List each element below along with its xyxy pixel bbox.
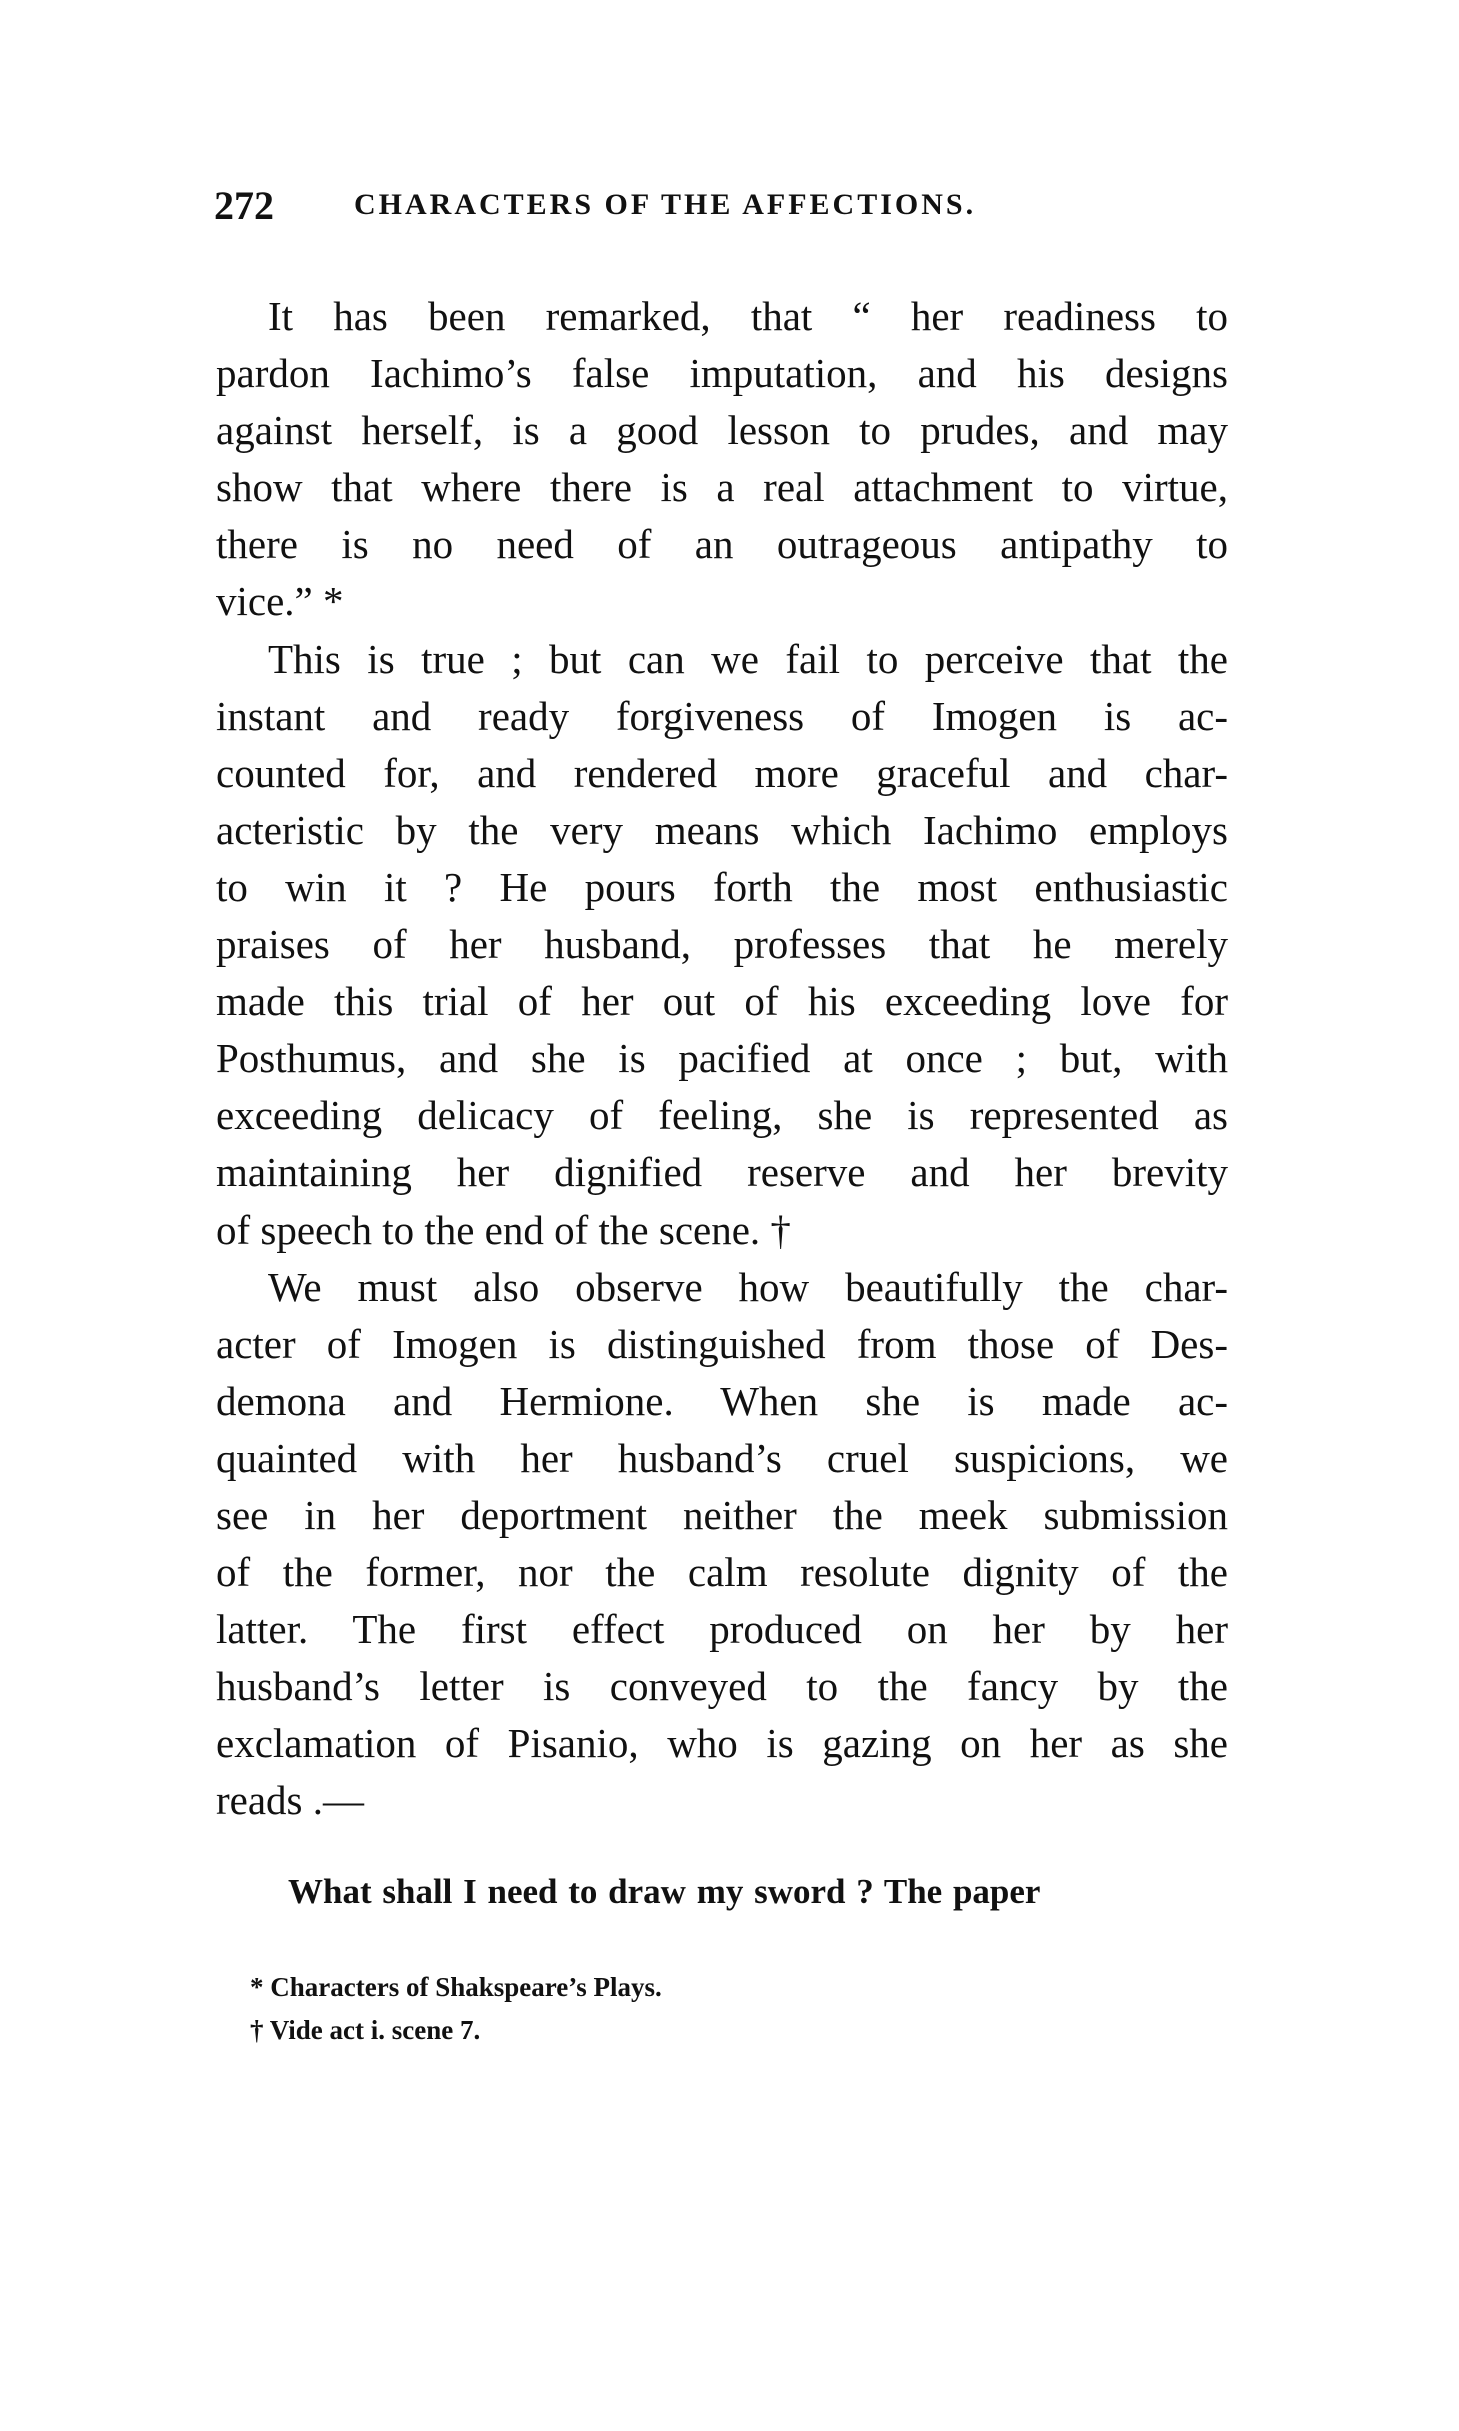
text-line: husband’s letter is conveyed to the fancy by the	[216, 1663, 1228, 1710]
text-line: of speech to the end of the scene. †	[216, 1206, 791, 1253]
text-line: This is true ; but can we fail to perceive that the	[268, 635, 1228, 682]
running-head-title: CHARACTERS OF THE AFFECTIONS.	[354, 188, 977, 221]
text-line: against herself, is a good lesson to prudes, and may	[216, 407, 1228, 454]
text-line: instant and ready forgiveness of Imogen is ac-	[216, 692, 1228, 739]
text-line: vice.” *	[216, 578, 344, 625]
text-line: exceeding delicacy of feeling, she is represented as	[216, 1092, 1228, 1139]
text-line: We must also observe how beautifully the char-	[268, 1263, 1228, 1310]
footnote-2: † Vide act i. scene 7.	[250, 2015, 481, 2045]
text-line: acteristic by the very means which Iachimo employs	[216, 806, 1228, 853]
body-text	[216, 288, 1228, 1830]
page-number: 272	[214, 183, 274, 228]
text-line: show that where there is a real attachment to virtue,	[216, 464, 1228, 511]
verse-quotation: What shall I need to draw my sword ? The paper	[288, 1872, 1041, 1911]
text-line: made this trial of her out of his exceeding love for	[216, 978, 1228, 1025]
text-line: pardon Iachimo’s false imputation, and his designs	[216, 350, 1228, 397]
text-line: It has been remarked, that “ her readiness to	[268, 293, 1228, 339]
text-line: praises of her husband, professes that he merely	[216, 921, 1228, 968]
running-header	[214, 182, 1234, 232]
text-line: to win it ? He pours forth the most enthusiastic	[216, 863, 1228, 910]
text-line: latter. The first effect produced on her by her	[216, 1606, 1228, 1653]
text-line: of the former, nor the calm resolute dignity of the	[216, 1549, 1228, 1596]
text-line: counted for, and rendered more graceful and char-	[216, 749, 1228, 796]
text-line: reads .—	[216, 1777, 365, 1824]
text-line: exclamation of Pisanio, who is gazing on her as she	[216, 1720, 1228, 1767]
text-line: Posthumus, and she is pacified at once ; but, with	[216, 1035, 1228, 1082]
footnote-1: * Characters of Shakspeare’s Plays.	[250, 1972, 662, 2002]
text-line: demona and Hermione. When she is made ac-	[216, 1377, 1228, 1424]
text-line: there is no need of an outrageous antipathy to	[216, 521, 1228, 568]
text-line: acter of Imogen is distinguished from those of Des-	[216, 1320, 1228, 1367]
text-line: quainted with her husband’s cruel suspicions, we	[216, 1434, 1228, 1481]
text-line: maintaining her dignified reserve and her brevity	[216, 1149, 1228, 1196]
text-line: see in her deportment neither the meek submission	[216, 1491, 1228, 1538]
